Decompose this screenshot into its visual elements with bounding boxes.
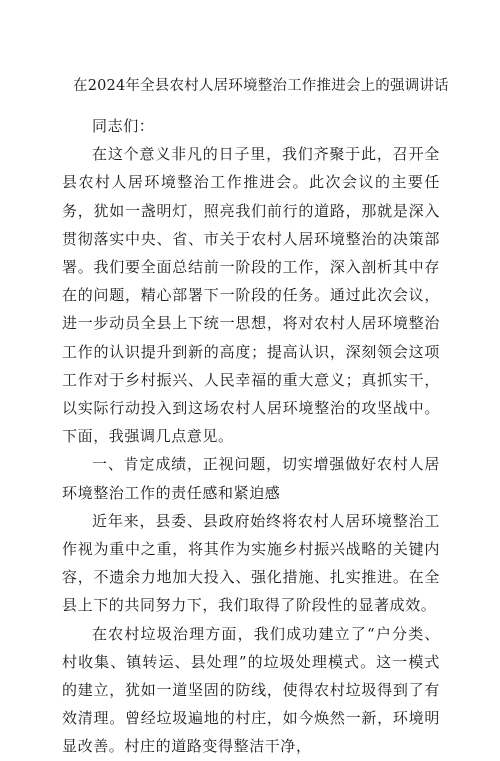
paragraph-garbage-treatment: 在农村垃圾治理方面，我们成功建立了“户分类、村收集、镇转运、县处理”的垃圾处理模式。这一模式的建立，犹如一道坚固的防线，使得农村垃圾得到了有效清理。曾经垃圾遍地的村庄，如今焕然一新，环境明显改善。村庄的道路变得整洁干净， [62,624,440,756]
paragraph-achievements: 近年来，县委、县政府始终将农村人居环境整治工作视为重中之重，将其作为实施乡村振兴战略的关键内容，不遗余力地加大投入、强化措施、扎实推进。在全县上下的共同努力下，我们取得了阶段性的显著成效。 [62,511,440,615]
section-heading: 一、肯定成绩，正视问题，切实增强做好农村人居环境整治工作的责任感和紧迫感 [62,455,440,502]
paragraph-intro: 在这个意义非凡的日子里，我们齐聚于此，召开全县农村人居环境整治工作推进会。此次会议的主要任务，犹如一盏明灯，照亮我们前行的道路，那就是深入贯彻落实中央、省、市关于农村人居环境整治的决策部署。我们要全面总结前一阶段的工作，深入剖析其中存在的问题，精心部署下一阶段的任务。通过此次会议，进一步动员全县上下统一思想，将对农村人居环境整治工作的认识提升到新的高度；提高认识，深刻领会这项工作对于乡村振兴、人民幸福的重大意义；真抓实干，以实际行动投入到这场农村人居环境整治的攻坚战中。下面，我强调几点意见。 [62,145,440,446]
document-title: 在2024年全县农村人居环境整治工作推进会上的强调讲话 [73,78,449,94]
salutation: 同志们： [92,117,155,135]
document-body [62,112,440,761]
